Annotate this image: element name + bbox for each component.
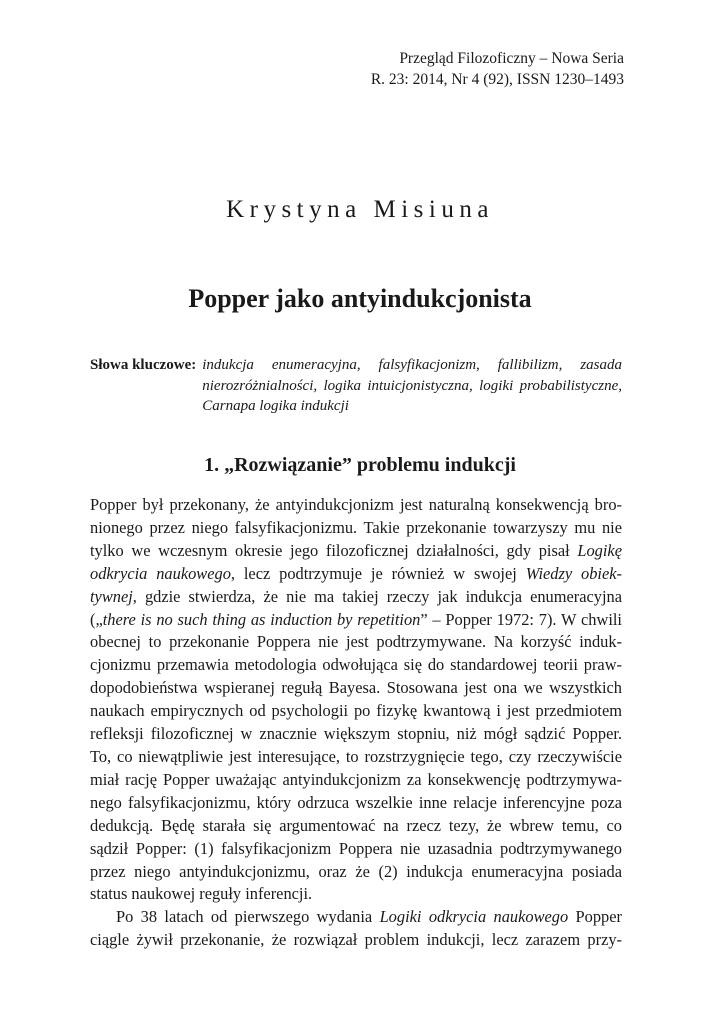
text-line: obecnej to przekonanie Poppera nie jest podtrzymywane. Na korzyść induk- [90, 632, 622, 652]
text-line: przez niego antyindukcjonizmu, oraz że (2) indukcja enumeracyjna posiada [90, 861, 622, 881]
text-line: Popper był przekonany, że antyindukcjonizm jest naturalną konsekwencją bro- [90, 495, 622, 514]
text-line: sądził Popper: (1) falsyfikacjonizm Poppera nie uzasadnia podtrzymywanego [90, 838, 622, 858]
keywords-label: Słowa kluczowe: [90, 357, 197, 373]
text-line: Po 38 latach od pierwszego wydania Logiki odkrycia naukowego Popper [116, 907, 622, 927]
text-line: ciągle żywił przekonanie, że rozwiązał problem indukcji, lecz zarazem przy- [90, 930, 622, 950]
text-line: („there is no such thing as induction by repetition” – Popper 1972: 7). W chwili [90, 609, 622, 629]
paragraph-1 [90, 494, 622, 906]
keywords-block [90, 355, 622, 417]
author-name: Krystyna Misiuna [226, 196, 494, 223]
journal-issue: R. 23: 2014, Nr 4 (92), ISSN 1230–1493 [370, 71, 624, 88]
text-line: To, co niewątpliwie jest interesujące, to rozstrzygnięcie tego, czy rzeczywiście [90, 746, 622, 766]
text-line: cjonizmu przemawia metodologia odwołująca się do standardowej teorii praw- [90, 655, 622, 675]
paragraph-2 [90, 906, 622, 952]
text-line: dopodobieństwa wspieranej regułą Bayesa. Stosowana jest ona we wszystkich [90, 678, 622, 698]
journal-header [371, 48, 624, 90]
article-title: Popper jako antyindukcjonista [188, 284, 532, 313]
text-line: nego falsyfikacjonizmu, który odrzuca wszelkie inne relacje inferencyjne poza [90, 792, 622, 812]
section-heading: 1. „Rozwiązanie” problemu indukcji [204, 454, 516, 476]
text-line: naukach empirycznych od psychologii po fizykę kwantową i jest przedmiotem [90, 701, 622, 721]
text-line: status naukowej reguły inferencji. [90, 884, 313, 904]
body-text [90, 494, 622, 952]
text-line: odkrycia naukowego, lecz podtrzymuje je również w swojej Wiedzy obiek- [90, 563, 622, 583]
text-line: refleksji filozoficznej w znacznie większym stopniu, niż mógł sądzić Popper. [90, 724, 622, 744]
text-line: tywnej, gdzie stwierdza, że nie ma takiej rzeczy jak indukcja enumeracyjna [90, 586, 622, 606]
journal-name: Przegląd Filozoficzny – Nowa Seria [399, 50, 624, 67]
text-line: miał rację Popper uważając antyindukcjonizm za konsekwencję podtrzymywa- [90, 769, 622, 789]
text-line: nionego przez niego falsyfikacjonizmu. Takie przekonanie towarzyszy mu nie [90, 517, 622, 537]
text-line: dedukcją. Będę starała się argumentować na rzecz tezy, że wbrew temu, co [90, 815, 622, 835]
keywords-list: indukcja enumeracyjna, falsyfikacjonizm, fallibilizm, zasada nierozróżnialności, logika intuicjonistyczna, logiki probabilistyczne, Carnapa logika indukcji [202, 357, 622, 414]
text-line: tylko we wczesnym okresie jego filozoficznej działalności, gdy pisał Logikę [90, 540, 622, 560]
